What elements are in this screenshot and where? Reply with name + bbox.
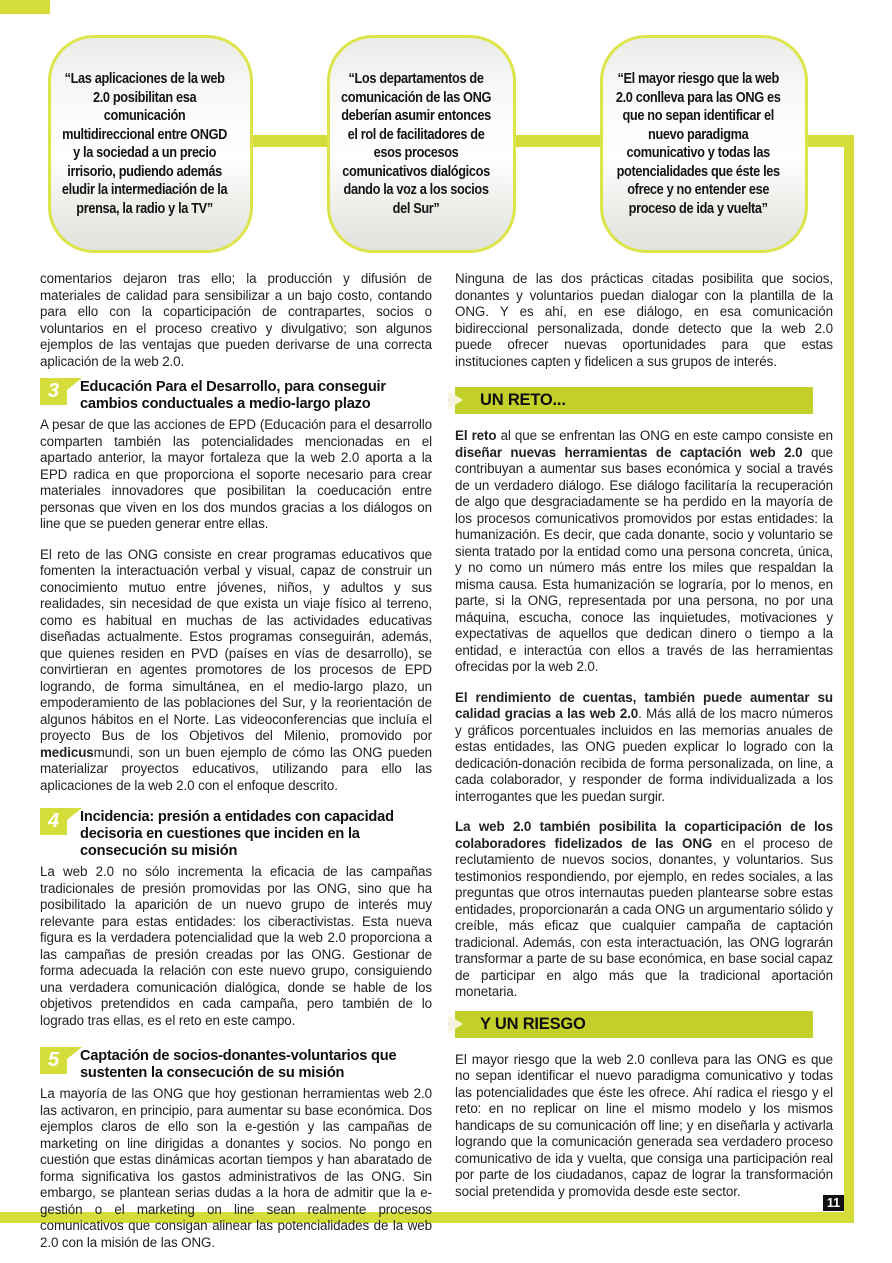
- riesgo-header-label: Y UN RIESGO: [480, 1014, 586, 1033]
- intro-paragraph: comentarios dejaron tras ello; la producción y difusión de materiales de calidad para sensibilizar a un bajo costo, contando para ello con la coparticipación de contrapartes, socios o voluntarios en el proceso creativo y divulgativo; son algunos ejemplos de las ventajas que pueden derivarse de una correcta aplicación de la web 2.0.: [40, 271, 432, 369]
- pull-quote-text: “Las aplicaciones de la web 2.0 posibilitan esa comunicación multidireccional entre ONGD y la sociedad a un precio irrisorio, pudiendo además eludir la intermediación de la prensa, la radio y la TV”: [61, 71, 228, 217]
- reto-paragraph-2: El rendimiento de cuentas, también puede aumentar su calidad gracias a las web 2.0. Más allá de los macro números y gráficos porcentuales incluidos en las memorias anuales de estas entidades, las ONG pueden explicar lo logrado con la dedicación-donación recibida de forma personalizada, on line, a cada colaborador, y responder de forma individualizada a los interrogantes que les puedan surgir.: [455, 689, 833, 804]
- section-3-paragraph-2: El reto de las ONG consiste en crear programas educativos que fomenten la interactuación verbal y visual, capaz de construir un conocimiento mutuo entre jóvenes, niños, y adultos y sus realidades, sin necesidad de que exista un viaje físico al terreno, como es habitual en muchas de las actividades educativas diseñadas actualmente. Estos programas conseguirán, además, que quienes residen en PVD (países en vías de desarrollo), se convirtieran en agentes promotores de los procesos de EPD logrando, de forma simultánea, en el medio-largo plazo, un empoderamiento de las poblaciones del Sur, y la reorientación de algunos hábitos en el Norte. Las videoconferencias que incluía el proyecto Bus de los Objetivos del Milenio, promovido por medicusmundi, son un buen ejemplo de cómo las ONG pueden materializar proyectos educativos, utilizando para ello las aplicaciones de la web 2.0 con el enfoque descrito.: [40, 546, 432, 793]
- section-5-number-badge: [40, 1047, 67, 1074]
- connector-quote1-quote2: [250, 135, 330, 147]
- section-5-paragraph-1: La mayoría de las ONG que hoy gestionan herramientas web 2.0 las activaron, en principio, para aumentar su base económica. Dos ejemplos claros de ello son la e-gestión y las campañas de marketing on line dirigidas a donantes y socios. No pongo en cuestión que estas dinámicas acortan tiempos y han abaratado de forma significativa los gastos administrativos de las ONG. Sin embargo, se plantean serias dudas a la hora de admitir que la e-gestión o el marketing on line sean realmente procesos comunicativos que consigan alinear las potencialidades de la web 2.0 con la misión de las ONG.: [40, 1086, 432, 1250]
- right-intro-paragraph: Ninguna de las dos prácticas citadas posibilita que socios, donantes y voluntarios puedan dialogar con la plantilla de la ONG. Y es ahí, en ese diálogo, en esa comunicación bidireccional personalizada, donde detecto que la web 2.0 puede ofrecer nuevas oportunidades para que estas instituciones capten y fidelicen a sus grupos de interés.: [455, 271, 833, 369]
- arrow-right-icon: [448, 391, 463, 409]
- pull-quote-box-3: [600, 35, 808, 253]
- right-column: [455, 271, 833, 1214]
- section-4-heading-row: [40, 808, 432, 860]
- section-4-number-badge: [40, 808, 67, 835]
- reto-paragraph-3: La web 2.0 también posibilita la coparticipación de los colaboradores fidelizados de las ONG en el proceso de reclutamiento de nuevos socios, donantes, y voluntarios. Sus testimonios respondiendo, por ejemplo, en redes sociales, a las preguntas que otros internautas pueden plantearse sobre estas entidades, proporcionarán a cada ONG un argumentario sólido y creíble, más eficaz que cualquier campaña de captación tradicional. Además, con esta interactuación, las ONG lograrán transformar a parte de su base económica, en base social capaz de participar en algo más que la tradicional aportación monetaria.: [455, 819, 833, 999]
- section-number: 5: [47, 1049, 60, 1071]
- riesgo-header-bar: [455, 1011, 813, 1038]
- reto-header-label: UN RETO...: [480, 391, 566, 409]
- section-4-paragraph-1: La web 2.0 no sólo incrementa la eficacia de las campañas tradicionales de presión promovidas por las ONG, sino que ha posibilitado la aparición de un nuevo grupo de interés muy relevante para estas entidades: los ciberactivistas. Esta nueva figura es la verdadera potencialidad que la web 2.0 proporciona a las campañas de presión creadas por las ONG. Gestionar de forma adecuada la relación con este nuevo grupo, consiguiendo una verdadera comunicación dialógica, donde se hable de los objetivos pretendidos en cada campaña, pero también de lo logrado tras ellas, es el reto en este campo.: [40, 864, 432, 1028]
- page-number-badge: 11: [823, 1195, 844, 1211]
- connector-quote2-quote3: [514, 135, 603, 147]
- riesgo-paragraph: El mayor riesgo que la web 2.0 conlleva para las ONG es que no sepan identificar el nuevo paradigma comunicativo y todas las potencialidades que éste les ofrece. Ahí radica el riesgo y el reto: en no replicar on line el mismo modelo y los mismos handicaps de su comunicación off line; y en diseñarla y activarla logrando que la comunicación generada sea verdadero proceso comunicativo de ida y vuelta, que consiga una participación real por parte de los ciudadanos, capaz de lograr la transformación social pretendida y promovida desde este sector.: [455, 1051, 833, 1199]
- arrow-right-icon: [448, 1015, 463, 1033]
- section-flag-icon: [67, 1047, 82, 1059]
- section-3-paragraph-1: A pesar de que las acciones de EPD (Educación para el desarrollo comparten también las potencialidades mencionadas en el apartado anterior, la mayor fortaleza que la web 2.0 aporta a la EPD radica en que proporciona el soporte necesario para crear materiales innovadores que posibilitan la coeducación entre personas que viven en los dos mundos gracias a los diálogos on line que se pueden generar entre ellas.: [40, 417, 432, 531]
- section-5-heading: Captación de socios-donantes-voluntarios que sustenten la consecución de su misión: [80, 1048, 397, 1081]
- section-5-heading-row: [40, 1047, 432, 1082]
- section-number: 3: [47, 380, 60, 402]
- connector-vertical-line: [844, 135, 854, 1222]
- reto-header-bar: [455, 387, 813, 414]
- pull-quote-box-1: [48, 35, 253, 253]
- section-number: 4: [47, 810, 60, 832]
- section-3-heading-row: [40, 378, 432, 413]
- section-3-heading: Educación Para el Desarrollo, para conseguir cambios conductuales a medio-largo plazo: [80, 379, 386, 412]
- pull-quote-text: “El mayor riesgo que la web 2.0 conlleva para las ONG es que no sepan identificar el nuevo paradigma comunicativo y todas las potencialidades que éste les ofrece y no entender ese proceso de ida y vuelta”: [615, 71, 781, 217]
- section-4-heading: Incidencia: presión a entidades con capacidad decisoria en cuestiones que inciden en la consecución su misión: [80, 809, 394, 859]
- pull-quote-text: “Los departamentos de comunicación de las ONG deberían asumir entonces el rol de facilitadores de esos procesos comunicativos dialógicos dando la voz a los socios del Sur”: [340, 71, 491, 217]
- left-column: [40, 271, 432, 1263]
- section-3-number-badge: [40, 378, 67, 405]
- reto-paragraph-1: El reto al que se enfrentan las ONG en este campo consiste en diseñar nuevas herramientas de captación web 2.0 que contribuyan a aumentar sus bases económica y social a través de un verdadero diálogo. Ese diálogo facilitaría la recuperación de algo que desgraciadamente se ha perdido en la mayoría de los procesos comunicativos promovidos por estas entidades: la humanización. Es decir, que cada donante, socio y voluntario se sienta tratado por la entidad como una persona concreta, única, y no como un número más entre los miles que respaldan la misma causa. Esta humanización se lograría, por lo menos, en parte, si la ONG, representada por una persona, no por una máquina, escucha, conoce las inquietudes, motivaciones y expectativas de aquellos que dedican dinero o tiempo a la entidad, e interactúa con ellos a través de las herramientas ofrecidas por la web 2.0.: [455, 428, 833, 674]
- section-flag-icon: [67, 378, 82, 390]
- section-flag-icon: [67, 808, 82, 820]
- connector-left-stub: [0, 0, 50, 14]
- pull-quote-box-2: [327, 35, 516, 253]
